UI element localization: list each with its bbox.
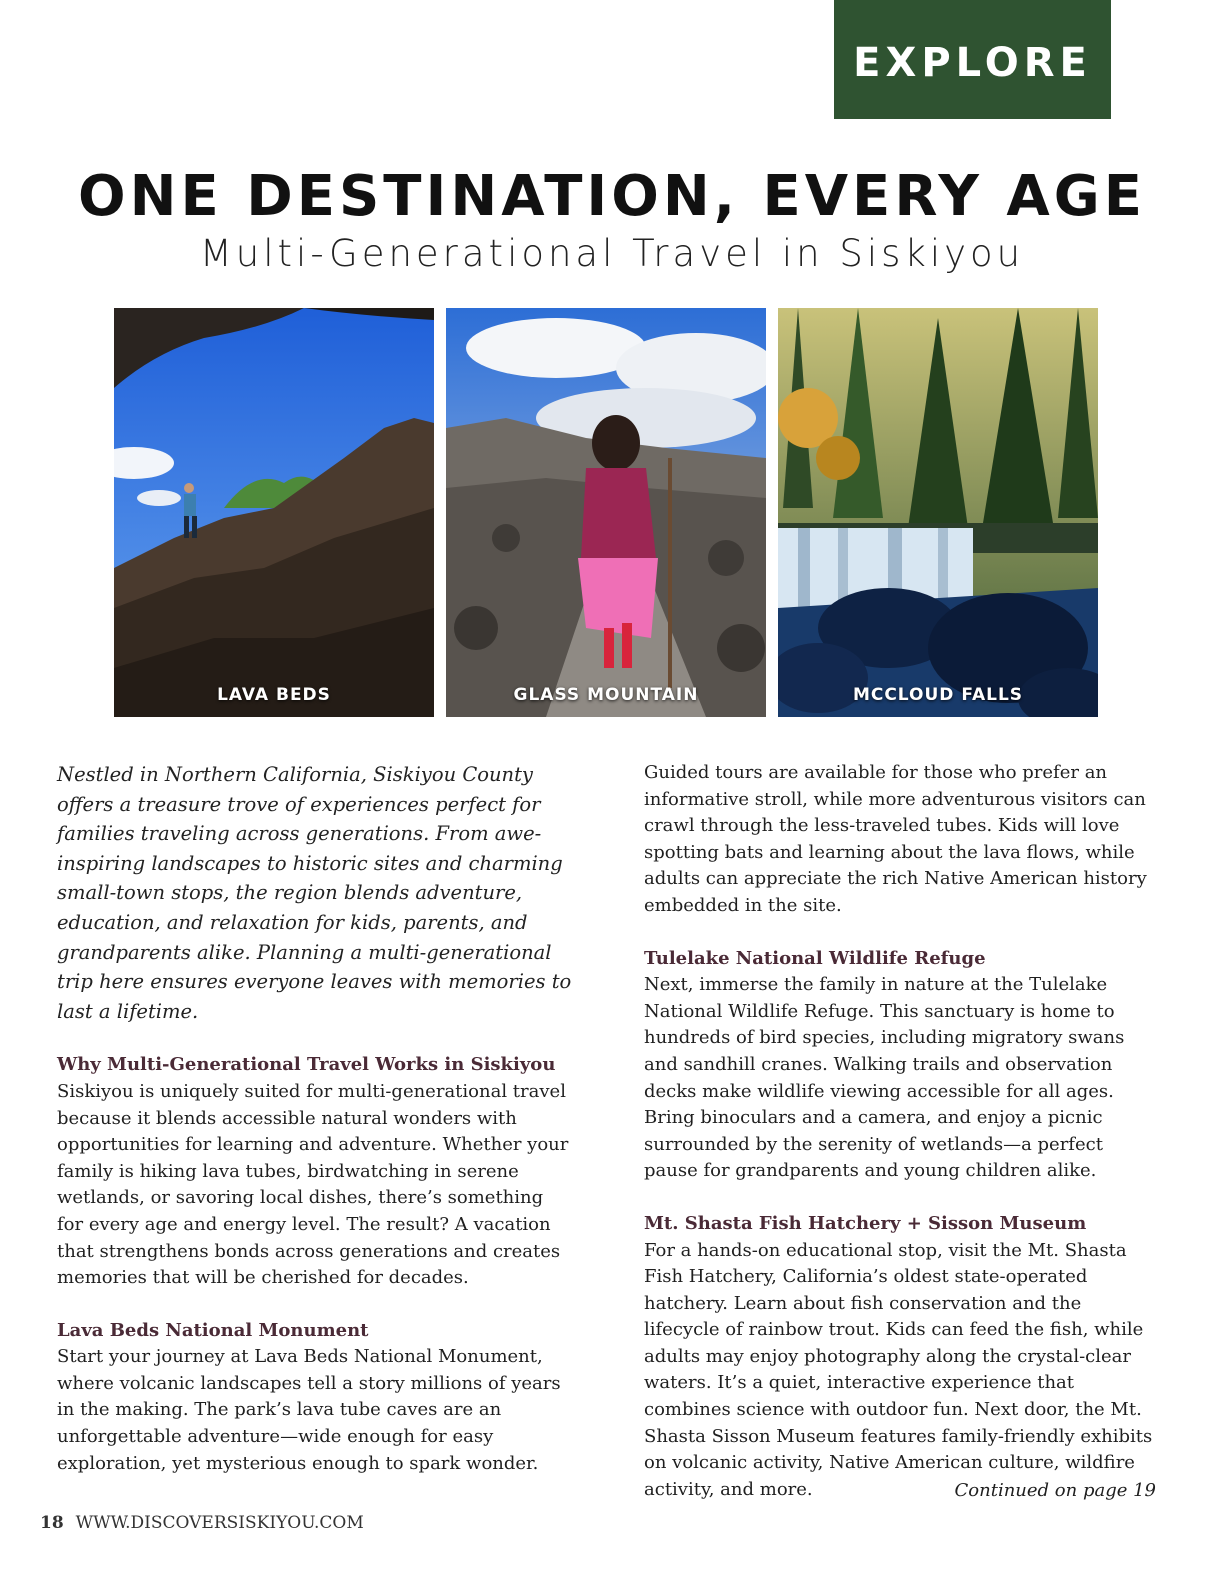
photo-mccloud-falls xyxy=(778,308,1098,717)
section-body-why: Siskiyou is uniquely suited for multi-generational travel because it blends accessible natural wonders with opportunities for learning and adventure. Whether your family is hiking lava tubes, birdwatching in serene wetlands, or savoring local dishes, there’s something for every age and energy level. The result? A vacation that strengthens bonds across generations and creates memories that will be cherished for decades. xyxy=(57,1080,569,1289)
section-tab xyxy=(834,0,1111,119)
page-title: ONE DESTINATION, EVERY AGE xyxy=(78,164,1146,229)
glass-mountain-image xyxy=(446,308,766,717)
photo-lava-beds xyxy=(114,308,434,717)
article-column-left xyxy=(57,760,572,1503)
mccloud-falls-image xyxy=(778,308,1098,717)
intro-paragraph: Nestled in Northern California, Siskiyou County offers a treasure trove of experiences perfect for families traveling across generations. From awe-inspiring landscapes to historic sites and charming small-town stops, the region blends adventure, education, and relaxation for kids, parents, and grandparents alike. Planning a multi-generational trip here ensures everyone leaves with memories to last a lifetime. xyxy=(57,763,572,1023)
photo-caption: MCCLOUD FALLS xyxy=(852,685,1024,705)
photo-caption: GLASS MOUNTAIN xyxy=(513,685,699,705)
article-column-right xyxy=(644,760,1162,1529)
section-body-tulelake: Next, immerse the family in nature at the Tulelake National Wildlife Refuge. This sanctuary is home to hundreds of bird species, including migratory swans and sandhill cranes. Walking trails and observation decks make wildlife viewing accessible for all ages. Bring binoculars and a camera, and enjoy a picnic surrounded by the serenity of wetlands—a perfect pause for grandparents and young children alike. xyxy=(644,974,1125,1182)
section-body-lava-beds-continued: Guided tours are available for those who prefer an informative stroll, while more adventurous visitors can crawl through the less-traveled tubes. Kids will love spotting bats and learning about the lava flows, while adults can appreciate the rich Native American history embedded in the site. xyxy=(644,762,1147,916)
section-heading-why: Why Multi-Generational Travel Works in Siskiyou xyxy=(57,1054,556,1076)
page-subtitle: Multi-Generational Travel in Siskiyou xyxy=(199,232,1025,275)
photo-glass-mountain xyxy=(446,308,766,717)
section-body-lava-beds: Start your journey at Lava Beds National Monument, where volcanic landscapes tell a story millions of years in the making. The park’s lava tube caves are an unforgettable adventure—wide enough for easy exploration, yet mysterious enough to spark wonder. xyxy=(57,1346,561,1474)
section-body-hatchery: For a hands-on educational stop, visit the Mt. Shasta Fish Hatchery, California’s oldest state-operated hatchery. Learn about fish conservation and the lifecycle of rainbow trout. Kids can feed the fish, while adults may enjoy photography along the crystal-clear waters. It’s a quiet, interactive experience that combines science with outdoor fun. Next door, the Mt. Shasta Sisson Museum features family-friendly exhibits on volcanic activity, Native American culture, wildfire activity, and more. xyxy=(644,1239,1153,1500)
photo-caption: LAVA BEDS xyxy=(217,685,331,705)
continued-note: Continued on page 19 xyxy=(954,1480,1156,1501)
section-heading-hatchery: Mt. Shasta Fish Hatchery + Sisson Museum xyxy=(644,1212,1087,1234)
section-label: EXPLORE xyxy=(853,39,1092,86)
lava-beds-image xyxy=(114,308,434,717)
section-heading-tulelake: Tulelake National Wildlife Refuge xyxy=(644,947,986,969)
footer-url[interactable]: WWW.DISCOVERSISKIYOU.COM xyxy=(75,1513,364,1533)
page-footer xyxy=(40,1513,364,1533)
section-heading-lava-beds: Lava Beds National Monument xyxy=(57,1319,369,1341)
page-number: 18 xyxy=(40,1513,64,1533)
